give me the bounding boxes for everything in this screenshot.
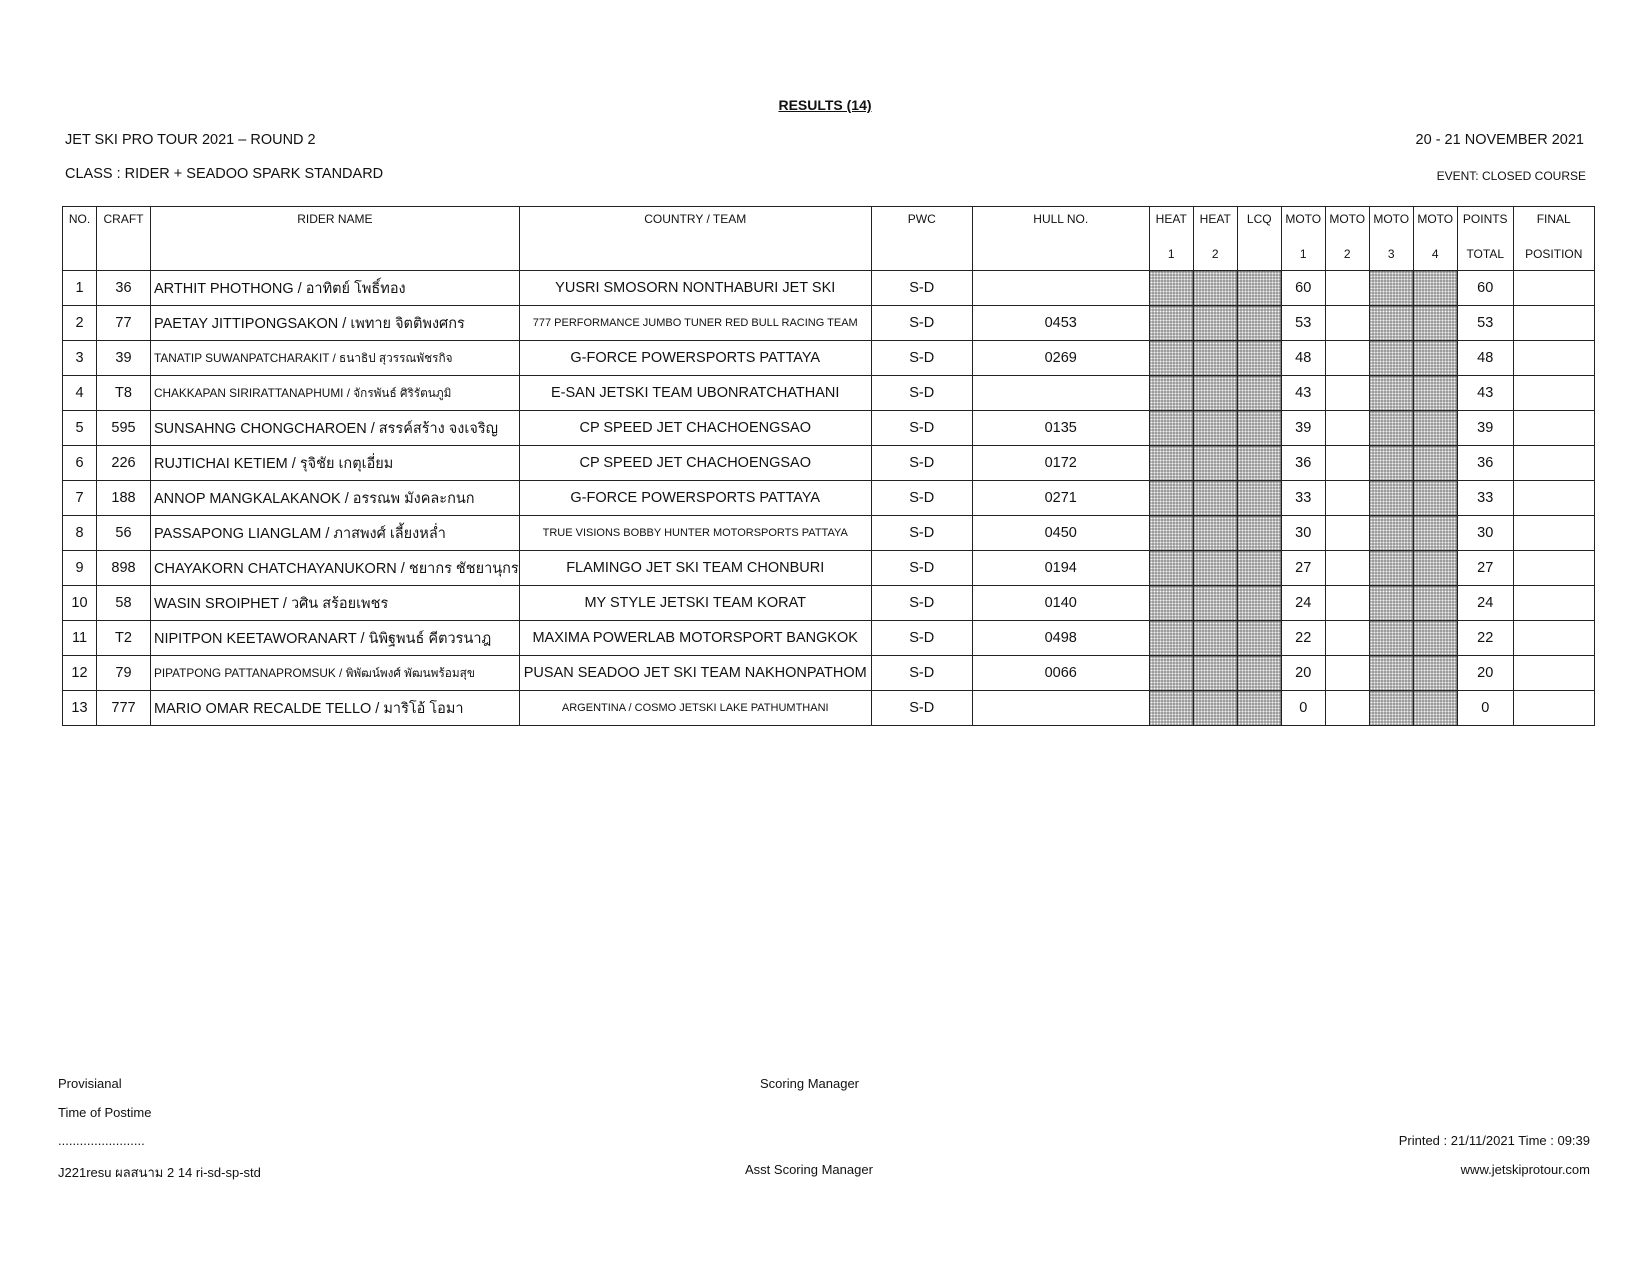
table-row	[63, 411, 1595, 446]
cell-hull-no: 0135	[972, 411, 1149, 446]
table-row	[63, 621, 1595, 656]
cell-team: ARGENTINA / COSMO JETSKI LAKE PATHUMTHANI	[519, 691, 871, 726]
cell-team: FLAMINGO JET SKI TEAM CHONBURI	[519, 551, 871, 586]
cell-pwc: S-D	[871, 411, 972, 446]
cell-lcq	[1237, 411, 1281, 446]
table-row	[63, 691, 1595, 726]
cell-no: 12	[63, 656, 97, 691]
cell-rider-name: TANATIP SUWANPATCHARAKIT / ธนาธิป สุวรรณพัชรกิจ	[151, 341, 520, 376]
cell-team: CP SPEED JET CHACHOENGSAO	[519, 411, 871, 446]
cell-craft: 898	[97, 551, 151, 586]
printed-timestamp: Printed : 21/11/2021 Time : 09:39	[1398, 1133, 1590, 1148]
cell-lcq	[1237, 516, 1281, 551]
cell-points-total: 39	[1457, 411, 1513, 446]
cell-team: G-FORCE POWERSPORTS PATTAYA	[519, 341, 871, 376]
cell-lcq	[1237, 376, 1281, 411]
cell-hull-no: 0271	[972, 481, 1149, 516]
col-header-moto2: MOTO	[1325, 207, 1369, 239]
cell-heat2	[1193, 306, 1237, 341]
cell-lcq	[1237, 551, 1281, 586]
cell-pwc: S-D	[871, 586, 972, 621]
cell-lcq	[1237, 341, 1281, 376]
cell-moto3	[1369, 656, 1413, 691]
table-row	[63, 656, 1595, 691]
cell-no: 11	[63, 621, 97, 656]
cell-moto3	[1369, 516, 1413, 551]
cell-craft: 777	[97, 691, 151, 726]
cell-final-position	[1513, 516, 1594, 551]
col-header-lcq: LCQ	[1237, 207, 1281, 239]
table-row	[63, 481, 1595, 516]
cell-rider-name: CHAYAKORN CHATCHAYANUKORN / ชยากร ชัชยานุกร	[151, 551, 520, 586]
cell-team: PUSAN SEADOO JET SKI TEAM NAKHONPATHOM	[519, 656, 871, 691]
cell-rider-name: CHAKKAPAN SIRIRATTANAPHUMI / จักรพันธ์ ศิริรัตนภูมิ	[151, 376, 520, 411]
cell-heat2	[1193, 586, 1237, 621]
class-label: CLASS : RIDER + SEADOO SPARK STANDARD	[65, 166, 384, 182]
asst-scoring-manager-label: Asst Scoring Manager	[745, 1162, 873, 1177]
scoring-manager-label: Scoring Manager	[760, 1076, 859, 1091]
cell-team: MY STYLE JETSKI TEAM KORAT	[519, 586, 871, 621]
cell-moto4	[1413, 271, 1457, 306]
cell-heat2	[1193, 411, 1237, 446]
cell-lcq	[1237, 656, 1281, 691]
cell-heat1	[1149, 411, 1193, 446]
cell-no: 4	[63, 376, 97, 411]
cell-rider-name: ANNOP MANGKALAKANOK / อรรณพ มังคละกนก	[151, 481, 520, 516]
cell-final-position	[1513, 271, 1594, 306]
cell-moto2	[1325, 411, 1369, 446]
col-header-points: POINTS	[1457, 207, 1513, 239]
col-subheader-moto4: 4	[1413, 238, 1457, 271]
cell-moto3	[1369, 306, 1413, 341]
cell-moto3	[1369, 551, 1413, 586]
table-row	[63, 586, 1595, 621]
cell-moto2	[1325, 376, 1369, 411]
col-header-no: NO.	[63, 207, 97, 239]
cell-final-position	[1513, 341, 1594, 376]
cell-moto3	[1369, 621, 1413, 656]
cell-moto1: 36	[1281, 446, 1325, 481]
cell-heat2	[1193, 481, 1237, 516]
col-subheader-moto3: 3	[1369, 238, 1413, 271]
cell-moto2	[1325, 586, 1369, 621]
cell-team: CP SPEED JET CHACHOENGSAO	[519, 446, 871, 481]
cell-heat1	[1149, 621, 1193, 656]
col-header-rider: RIDER NAME	[151, 207, 520, 239]
cell-craft: 79	[97, 656, 151, 691]
cell-final-position	[1513, 691, 1594, 726]
cell-heat2	[1193, 376, 1237, 411]
cell-rider-name: SUNSAHNG CHONGCHAROEN / สรรค์สร้าง จงเจริญ	[151, 411, 520, 446]
cell-heat1	[1149, 271, 1193, 306]
file-reference: J221resu ผลสนาม 2 14 ri-sd-sp-std	[58, 1165, 261, 1180]
event-type: EVENT: CLOSED COURSE	[1436, 169, 1586, 183]
cell-final-position	[1513, 481, 1594, 516]
cell-pwc: S-D	[871, 446, 972, 481]
cell-heat2	[1193, 516, 1237, 551]
cell-rider-name: MARIO OMAR RECALDE TELLO / มาริโอ้ โอมา	[151, 691, 520, 726]
cell-pwc: S-D	[871, 656, 972, 691]
cell-team: G-FORCE POWERSPORTS PATTAYA	[519, 481, 871, 516]
cell-hull-no: 0194	[972, 551, 1149, 586]
cell-final-position	[1513, 551, 1594, 586]
cell-heat2	[1193, 551, 1237, 586]
cell-heat1	[1149, 341, 1193, 376]
table-row	[63, 341, 1595, 376]
cell-moto4	[1413, 551, 1457, 586]
cell-no: 13	[63, 691, 97, 726]
cell-lcq	[1237, 586, 1281, 621]
cell-heat1	[1149, 656, 1193, 691]
cell-no: 6	[63, 446, 97, 481]
cell-rider-name: PIPATPONG PATTANAPROMSUK / พิพัฒน์พงศ์ พัฒนพร้อมสุข	[151, 656, 520, 691]
table-row	[63, 306, 1595, 341]
cell-no: 5	[63, 411, 97, 446]
cell-points-total: 20	[1457, 656, 1513, 691]
cell-pwc: S-D	[871, 306, 972, 341]
cell-lcq	[1237, 481, 1281, 516]
cell-no: 7	[63, 481, 97, 516]
table-row	[63, 551, 1595, 586]
col-subheader-heat2: 2	[1193, 238, 1237, 271]
cell-no: 3	[63, 341, 97, 376]
cell-final-position	[1513, 446, 1594, 481]
cell-heat1	[1149, 376, 1193, 411]
provisional-label: Provisianal	[58, 1076, 122, 1091]
cell-final-position	[1513, 306, 1594, 341]
event-name: JET SKI PRO TOUR 2021 – ROUND 2	[65, 132, 316, 148]
cell-craft: T8	[97, 376, 151, 411]
cell-pwc: S-D	[871, 516, 972, 551]
col-header-craft: CRAFT	[97, 207, 151, 239]
cell-no: 1	[63, 271, 97, 306]
cell-points-total: 30	[1457, 516, 1513, 551]
cell-moto2	[1325, 621, 1369, 656]
event-date: 20 - 21 NOVEMBER 2021	[1415, 132, 1584, 148]
cell-hull-no: 0450	[972, 516, 1149, 551]
cell-craft: 39	[97, 341, 151, 376]
cell-moto3	[1369, 411, 1413, 446]
cell-heat2	[1193, 691, 1237, 726]
cell-moto4	[1413, 411, 1457, 446]
cell-craft: 77	[97, 306, 151, 341]
cell-moto4	[1413, 341, 1457, 376]
col-header-heat1: HEAT	[1149, 207, 1193, 239]
col-subheader-heat1: 1	[1149, 238, 1193, 271]
cell-moto3	[1369, 271, 1413, 306]
cell-team: 777 PERFORMANCE JUMBO TUNER RED BULL RACING TEAM	[519, 306, 871, 341]
cell-pwc: S-D	[871, 551, 972, 586]
cell-lcq	[1237, 621, 1281, 656]
cell-pwc: S-D	[871, 691, 972, 726]
cell-final-position	[1513, 656, 1594, 691]
cell-final-position	[1513, 376, 1594, 411]
cell-moto4	[1413, 621, 1457, 656]
cell-moto1: 60	[1281, 271, 1325, 306]
cell-lcq	[1237, 306, 1281, 341]
cell-moto4	[1413, 656, 1457, 691]
cell-moto1: 43	[1281, 376, 1325, 411]
cell-heat2	[1193, 656, 1237, 691]
cell-hull-no	[972, 691, 1149, 726]
cell-moto4	[1413, 446, 1457, 481]
cell-moto4	[1413, 481, 1457, 516]
cell-points-total: 36	[1457, 446, 1513, 481]
cell-moto1: 30	[1281, 516, 1325, 551]
results-table	[62, 206, 1595, 726]
cell-final-position	[1513, 411, 1594, 446]
cell-heat2	[1193, 271, 1237, 306]
cell-final-position	[1513, 621, 1594, 656]
cell-moto2	[1325, 481, 1369, 516]
cell-moto1: 48	[1281, 341, 1325, 376]
cell-heat1	[1149, 586, 1193, 621]
cell-pwc: S-D	[871, 376, 972, 411]
cell-pwc: S-D	[871, 341, 972, 376]
cell-team: YUSRI SMOSORN NONTHABURI JET SKI	[519, 271, 871, 306]
col-subheader-moto2: 2	[1325, 238, 1369, 271]
cell-moto2	[1325, 691, 1369, 726]
cell-moto3	[1369, 446, 1413, 481]
cell-craft: 36	[97, 271, 151, 306]
cell-points-total: 33	[1457, 481, 1513, 516]
col-header-moto3: MOTO	[1369, 207, 1413, 239]
cell-pwc: S-D	[871, 481, 972, 516]
cell-hull-no: 0453	[972, 306, 1149, 341]
cell-moto2	[1325, 306, 1369, 341]
cell-heat2	[1193, 341, 1237, 376]
cell-craft: 188	[97, 481, 151, 516]
cell-points-total: 27	[1457, 551, 1513, 586]
cell-lcq	[1237, 691, 1281, 726]
cell-points-total: 48	[1457, 341, 1513, 376]
cell-heat1	[1149, 306, 1193, 341]
col-header-heat2: HEAT	[1193, 207, 1237, 239]
cell-no: 10	[63, 586, 97, 621]
cell-moto1: 39	[1281, 411, 1325, 446]
cell-craft: 226	[97, 446, 151, 481]
cell-hull-no	[972, 271, 1149, 306]
cell-no: 2	[63, 306, 97, 341]
col-header-moto4: MOTO	[1413, 207, 1457, 239]
cell-moto2	[1325, 446, 1369, 481]
cell-moto1: 24	[1281, 586, 1325, 621]
cell-moto2	[1325, 516, 1369, 551]
col-header-pwc: PWC	[871, 207, 972, 239]
time-of-postime-label: Time of Postime	[58, 1105, 152, 1120]
cell-team: E-SAN JETSKI TEAM UBONRATCHATHANI	[519, 376, 871, 411]
cell-moto2	[1325, 551, 1369, 586]
cell-hull-no: 0140	[972, 586, 1149, 621]
website-link[interactable]: www.jetskiprotour.com	[1460, 1162, 1590, 1177]
cell-lcq	[1237, 271, 1281, 306]
cell-final-position	[1513, 586, 1594, 621]
cell-hull-no: 0498	[972, 621, 1149, 656]
table-row	[63, 446, 1595, 481]
cell-heat1	[1149, 551, 1193, 586]
cell-points-total: 22	[1457, 621, 1513, 656]
cell-moto3	[1369, 481, 1413, 516]
cell-moto2	[1325, 656, 1369, 691]
table-row	[63, 376, 1595, 411]
cell-points-total: 60	[1457, 271, 1513, 306]
header-subrow	[63, 238, 1595, 271]
cell-heat1	[1149, 516, 1193, 551]
cell-rider-name: NIPITPON KEETAWORANART / นิพิฐพนธ์ คีตวรนาฎ	[151, 621, 520, 656]
cell-moto1: 22	[1281, 621, 1325, 656]
cell-moto4	[1413, 691, 1457, 726]
col-subheader-points: TOTAL	[1457, 238, 1513, 271]
cell-craft: 56	[97, 516, 151, 551]
col-header-hull: HULL NO.	[972, 207, 1149, 239]
table-row	[63, 271, 1595, 306]
cell-moto1: 33	[1281, 481, 1325, 516]
cell-moto2	[1325, 341, 1369, 376]
cell-rider-name: PASSAPONG LIANGLAM / ภาสพงศ์ เลี้ยงหล่ำ	[151, 516, 520, 551]
cell-rider-name: RUJTICHAI KETIEM / รุจิชัย เกตุเอี่ยม	[151, 446, 520, 481]
col-header-final: FINAL	[1513, 207, 1594, 239]
cell-rider-name: ARTHIT PHOTHONG / อาทิตย์ โพธิ์ทอง	[151, 271, 520, 306]
cell-moto1: 20	[1281, 656, 1325, 691]
header-row	[63, 207, 1595, 239]
cell-points-total: 24	[1457, 586, 1513, 621]
cell-moto4	[1413, 376, 1457, 411]
col-header-moto1: MOTO	[1281, 207, 1325, 239]
cell-pwc: S-D	[871, 621, 972, 656]
cell-no: 8	[63, 516, 97, 551]
cell-moto3	[1369, 341, 1413, 376]
cell-craft: 58	[97, 586, 151, 621]
cell-heat1	[1149, 691, 1193, 726]
col-subheader-moto1: 1	[1281, 238, 1325, 271]
cell-heat1	[1149, 446, 1193, 481]
cell-lcq	[1237, 446, 1281, 481]
cell-heat1	[1149, 481, 1193, 516]
cell-moto3	[1369, 586, 1413, 621]
cell-moto3	[1369, 376, 1413, 411]
cell-moto3	[1369, 691, 1413, 726]
cell-moto1: 27	[1281, 551, 1325, 586]
cell-points-total: 0	[1457, 691, 1513, 726]
cell-moto2	[1325, 271, 1369, 306]
cell-moto4	[1413, 306, 1457, 341]
page-title: RESULTS (14)	[778, 97, 872, 113]
cell-hull-no: 0066	[972, 656, 1149, 691]
cell-hull-no: 0172	[972, 446, 1149, 481]
col-subheader-final: POSITION	[1513, 238, 1594, 271]
cell-moto1: 0	[1281, 691, 1325, 726]
cell-craft: T2	[97, 621, 151, 656]
cell-team: MAXIMA POWERLAB MOTORSPORT BANGKOK	[519, 621, 871, 656]
cell-points-total: 43	[1457, 376, 1513, 411]
signature-dots: ........................	[58, 1133, 145, 1148]
cell-points-total: 53	[1457, 306, 1513, 341]
cell-pwc: S-D	[871, 271, 972, 306]
cell-heat2	[1193, 621, 1237, 656]
cell-rider-name: WASIN SROIPHET / วศิน สร้อยเพชร	[151, 586, 520, 621]
table-row	[63, 516, 1595, 551]
cell-moto4	[1413, 586, 1457, 621]
cell-moto4	[1413, 516, 1457, 551]
cell-craft: 595	[97, 411, 151, 446]
cell-heat2	[1193, 446, 1237, 481]
cell-rider-name: PAETAY JITTIPONGSAKON / เพทาย จิตติพงศกร	[151, 306, 520, 341]
cell-no: 9	[63, 551, 97, 586]
cell-hull-no: 0269	[972, 341, 1149, 376]
col-header-team: COUNTRY / TEAM	[519, 207, 871, 239]
cell-hull-no	[972, 376, 1149, 411]
cell-moto1: 53	[1281, 306, 1325, 341]
cell-team: TRUE VISIONS BOBBY HUNTER MOTORSPORTS PATTAYA	[519, 516, 871, 551]
